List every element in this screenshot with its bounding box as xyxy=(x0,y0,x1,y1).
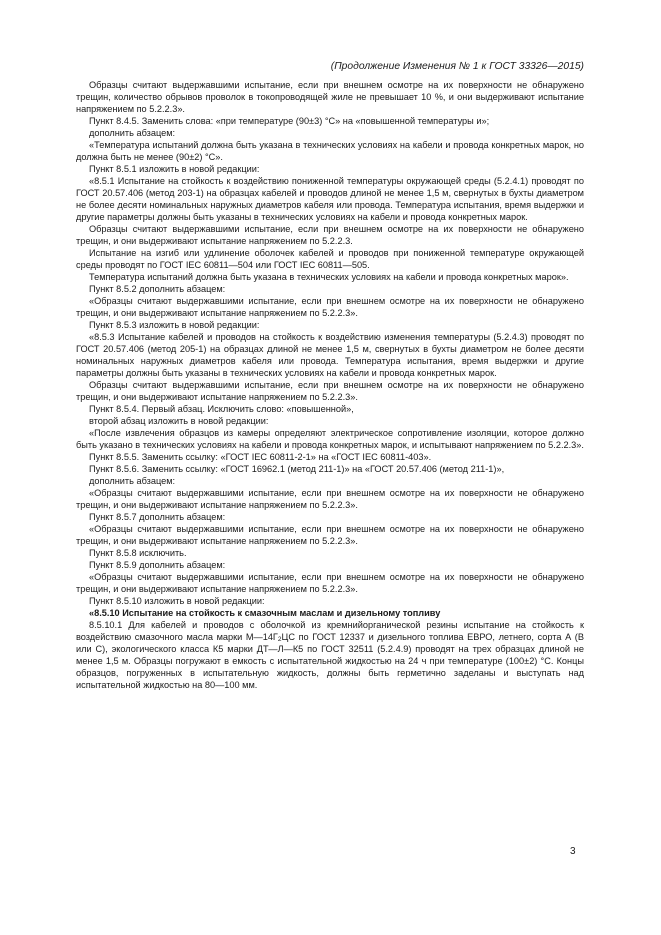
paragraph: Пункт 8.5.2 дополнить абзацем: xyxy=(89,284,226,294)
paragraph: Пункт 8.5.6. Заменить ссылку: «ГОСТ 16962.1 (метод 211-1)» на «ГОСТ 20.57.406 (метод 211-1)», xyxy=(89,464,505,474)
paragraph: дополнить абзацем: xyxy=(89,476,176,486)
paragraph: Образцы считают выдержавшими испытание, если при внешнем осмотре на их поверхности не обнаружено трещин, и они выдерживают испытание напряжением по 5.2.2.3. xyxy=(76,224,584,246)
paragraph: Образцы считают выдержавшими испытание, если при внешнем осмотре на их поверхности не обнаружено трещин, количество обрывов проволок в токопроводящей жиле не превышает 10 %, и они выдерживают испытание напряжением по 5.2.2.3». xyxy=(76,80,584,114)
paragraph: Пункт 8.5.10 изложить в новой редакции: xyxy=(89,596,265,606)
page-number: 3 xyxy=(570,846,576,857)
paragraph: Пункт 8.5.1 изложить в новой редакции: xyxy=(89,164,260,174)
paragraph: Пункт 8.5.7 дополнить абзацем: xyxy=(89,512,226,522)
paragraph: «Образцы считают выдержавшими испытание, если при внешнем осмотре на их поверхности не обнаружено трещин, и они выдерживают испытание напряжением по 5.2.2.3». xyxy=(76,488,584,510)
document-body xyxy=(76,79,584,691)
paragraph: «Образцы считают выдержавшими испытание, если при внешнем осмотре на их поверхности не обнаружено трещин, и они выдерживают испытание напряжением по 5.2.2.3». xyxy=(76,296,584,318)
subscript: 2 xyxy=(277,636,282,643)
paragraph: «8.5.1 Испытание на стойкость к воздействию пониженной температуры окружающей среды (5.2.4.1) проводят по ГОСТ 20.57.406 (метод 203-1) на образцах кабелей и проводов длиной не менее 1,5 м, свернутых в бухты диаметром не более десяти номинальных наружных диаметров кабеля или провода. Температура испытания, время выдержки и другие параметры должны быть указаны в технических условиях на кабели и провода конкретных марок. xyxy=(76,176,584,222)
paragraph: Пункт 8.5.4. Первый абзац. Исключить слово: «повышенной», xyxy=(89,404,354,414)
paragraph: «Образцы считают выдержавшими испытание, если при внешнем осмотре на их поверхности не обнаружено трещин, и они выдерживают испытание напряжением по 5.2.2.3». xyxy=(76,572,584,594)
paragraph-text-continued: ЦС по ГОСТ 12337 и дизельного топлива ЕВРО, летнего, сорта А (В или С), экологического класса К5 марки ДТ—Л—К5 по ГОСТ 32511 (5.2.4.9) проводят на трех образцах длиной не менее 1,5 м. Образцы погружают в емкость с испытательной жидкостью на 24 ч при температуре (100±2) °С. Концы образцов, погруженных в испытательную жидкость, должны быть герметично заделаны и выступать над испытательной жидкостью на 80—100 мм. xyxy=(76,632,584,690)
paragraph: «После извлечения образцов из камеры определяют электрическое сопротивление изоляции, которое должно быть указано в технических условиях на кабели и провода конкретных марок, и испытывают напряжением по 5.2.2.3». xyxy=(76,428,584,450)
paragraph: «8.5.3 Испытание кабелей и проводов на стойкость к воздействию изменения температуры (5.2.4.3) проводят по ГОСТ 20.57.406 (метод 205-1) на образцах длиной не менее 1,5 м, свернутых в бухты диаметром не более десяти номинальных наружных диаметров кабеля или провода. Температура испытания, время выдержки и другие параметры должны быть указаны в технических условиях на кабели и провода конкретных марок. xyxy=(76,332,584,378)
paragraph-text: 8.5.10.1 Для кабелей и проводов с оболочкой из кремнийорганической резины испытание на стойкость к воздействию смазочного масла марки М—14Г xyxy=(76,620,584,642)
paragraph: Пункт 8.5.9 дополнить абзацем: xyxy=(89,560,226,570)
paragraph: Температура испытаний должна быть указана в технических условиях на кабели и провода конкретных марок». xyxy=(89,272,569,282)
paragraph: Пункт 8.5.3 изложить в новой редакции: xyxy=(89,320,260,330)
final-paragraph xyxy=(76,619,584,691)
paragraph: «Образцы считают выдержавшими испытание, если при внешнем осмотре на их поверхности не обнаружено трещин, и они выдерживают испытание напряжением по 5.2.2.3». xyxy=(76,524,584,546)
paragraph: второй абзац изложить в новой редакции: xyxy=(89,416,269,426)
paragraph: «Температура испытаний должна быть указана в технических условиях на кабели и провода конкретных марок, но должна быть не менее (90±2) °С». xyxy=(76,140,584,162)
paragraph: Пункт 8.5.5. Заменить ссылку: «ГОСТ IEC 60811-2-1» на «ГОСТ IEC 60811-403». xyxy=(89,452,432,462)
running-header: (Продолжение Изменения № 1 к ГОСТ 33326—2015) xyxy=(330,61,584,72)
paragraph: дополнить абзацем: xyxy=(89,128,176,138)
paragraph: Пункт 8.5.8 исключить. xyxy=(89,548,187,558)
section-heading: «8.5.10 Испытание на стойкость к смазочным маслам и дизельному топливу xyxy=(89,608,441,618)
paragraph: Образцы считают выдержавшими испытание, если при внешнем осмотре на их поверхности не обнаружено трещин, и они выдерживают испытание напряжением по 5.2.2.3». xyxy=(76,380,584,402)
paragraph: Пункт 8.4.5. Заменить слова: «при температуре (90±3) °С» на «повышенной температуры и»; xyxy=(89,116,490,126)
paragraph: Испытание на изгиб или удлинение оболочек кабелей и проводов при пониженной температуре окружающей среды проводят по ГОСТ IEC 60811—504 или ГОСТ IEC 60811—505. xyxy=(76,248,584,270)
